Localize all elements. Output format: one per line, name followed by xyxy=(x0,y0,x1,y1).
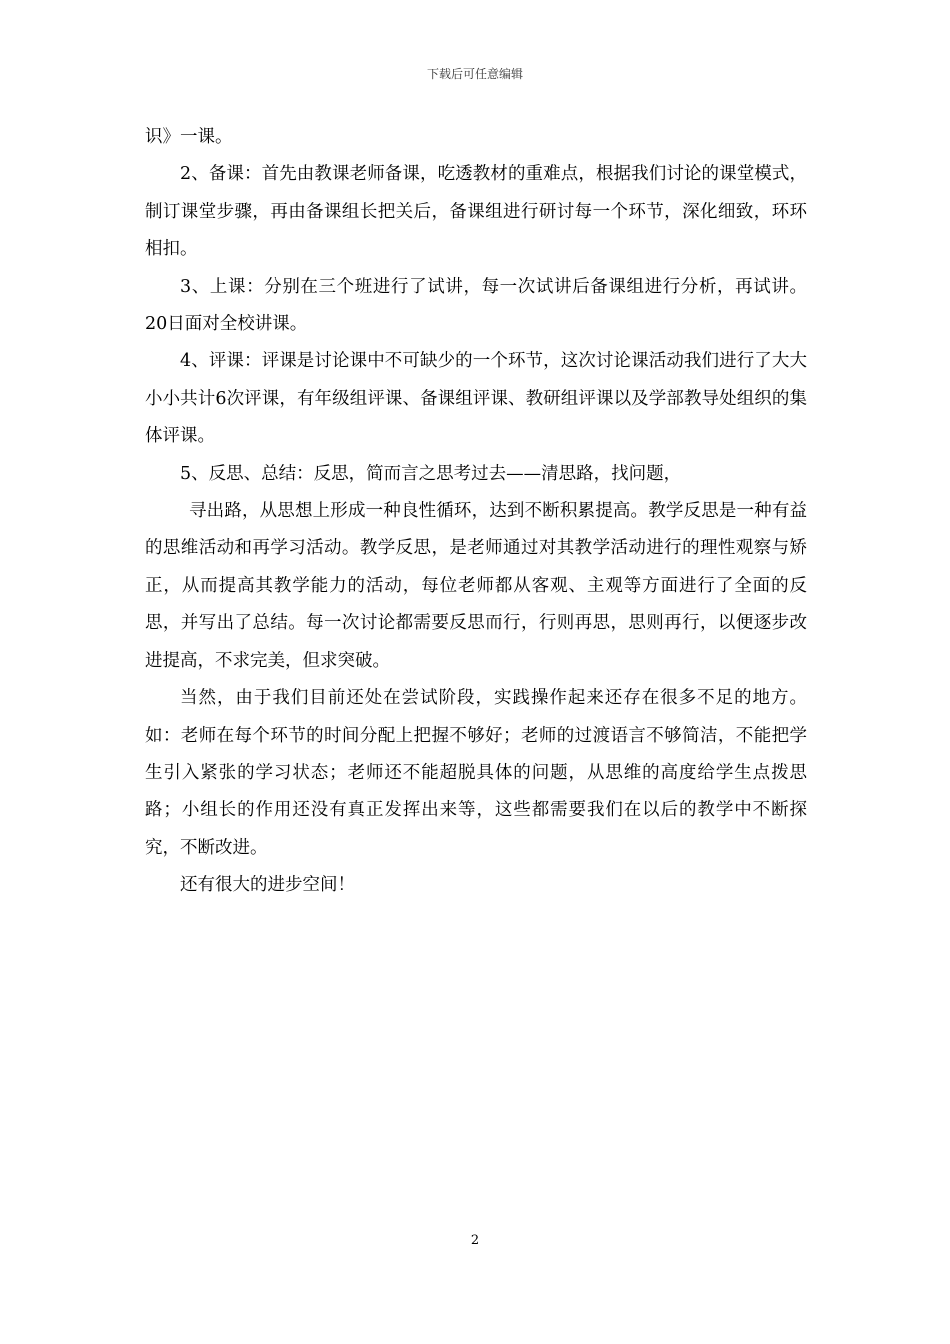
document-body xyxy=(145,119,807,905)
paragraph-3: 3、上课：分别在三个班进行了试讲，每一次试讲后备课组进行分析，再试讲。20日面对全校讲课。 xyxy=(145,276,807,335)
paragraph-5: 5、反思、总结：反思，简而言之思考过去——清思路，找问题， xyxy=(180,463,682,484)
paragraph-8: 还有很大的进步空间！ xyxy=(180,875,355,896)
paragraph-2: 2、备课：首先由教课老师备课，吃透教材的重难点，根据我们讨论的课堂模式，制订课堂步骤，再由备课组长把关后，备课组进行研讨每一个环节，深化细致，环环相扣。 xyxy=(145,164,807,260)
paragraph-4: 4、评课：评课是讨论课中不可缺少的一个环节，这次讨论课活动我们进行了大大小小共计6次评课，有年级组评课、备课组评课、教研组评课以及学部教导处组织的集体评课。 xyxy=(145,351,807,447)
paragraph-1: 识》一课。 xyxy=(145,127,233,147)
paragraph-7: 当然，由于我们目前还处在尝试阶段，实践操作起来还存在很多不足的地方。如：老师在每个环节的时间分配上把握不够好；老师的过渡语言不够简洁，不能把学生引入紧张的学习状态；老师还不能超脱具体的问题，从思维的高度给学生点拨思路；小组长的作用还没有真正发挥出来等，这些都需要我们在以后的教学中不断探究，不断改进。 xyxy=(145,688,807,858)
page-header: 下载后可任意编辑 xyxy=(426,67,523,81)
page-number: 2 xyxy=(470,1233,480,1248)
paragraph-6: 寻出路，从思想上形成一种良性循环，达到不断积累提高。教学反思是一种有益的思维活动和再学习活动。教学反思，是老师通过对其教学活动进行的理性观察与矫正，从而提高其教学能力的活动，每位老师都从客观、主观等方面进行了全面的反思，并写出了总结。每一次讨论都需要反思而行，行则再思，思则再行，以便逐步改进提高，不求完美，但求突破。 xyxy=(145,501,807,671)
